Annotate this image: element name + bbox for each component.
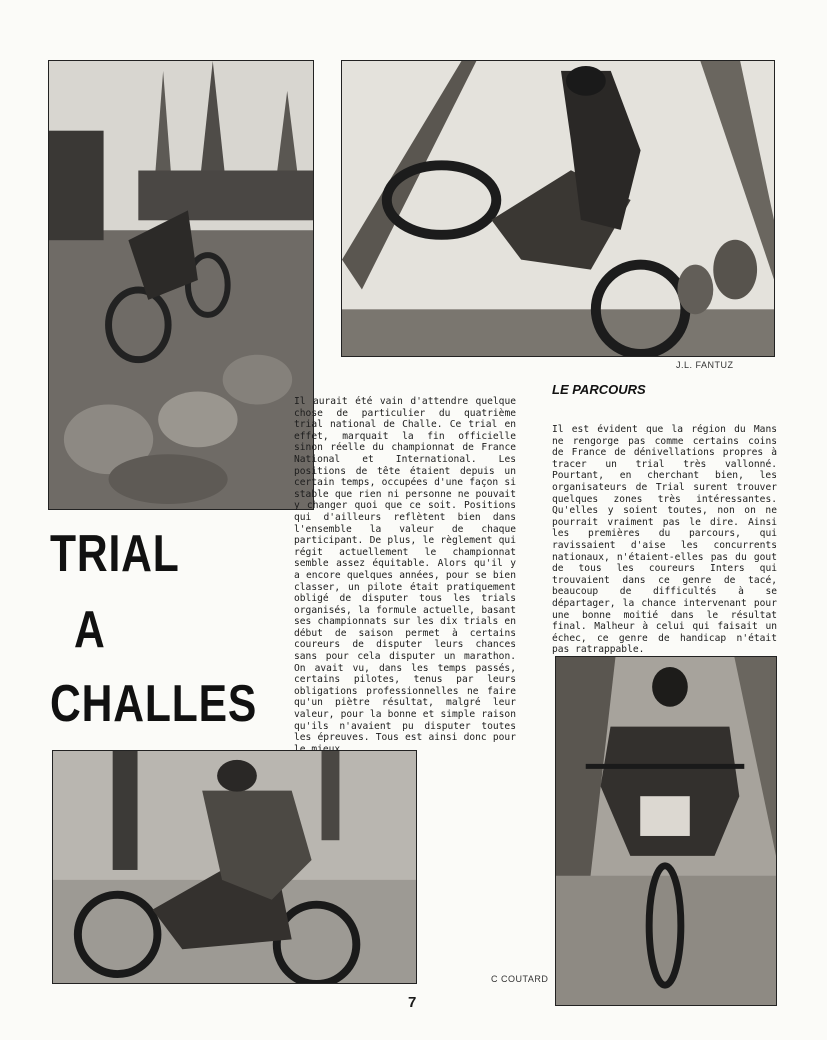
headline-line-3: CHALLES: [50, 675, 258, 733]
page-number: 7: [408, 994, 417, 1011]
section-text: Il est évident que la région du Mans ne rengorge pas comme certains coins de France de dénivellations propres à tracer un trial très vallonné. Pourtant, en cherchant bien, les organisateurs de Trial surent trouver quelques zones très intéressantes. Qu'elles y soient toutes, non on ne pourrait vraiment pas le dire. Ainsi les premières du parcours, qui ravissaient d'aise les concurrents nationaux, n'étaient-elles pas du gout de tous les coureurs Inters qui trouvaient dans ce genre de tacé, beaucoup de difficultés à se départager, la chance intervenant pour une bonne moitié dans le résultat final. Malheur à celui qui faisait un échec, ce genre de handicap n'était pas ratrappable.: [552, 424, 777, 656]
photo-rider-jumping: [341, 60, 775, 357]
section-title: LE PARCOURS: [552, 382, 646, 397]
photo-credit-top: J.L. FANTUZ: [676, 360, 734, 370]
photo-credit-bottom: C COUTARD: [491, 974, 549, 984]
photo-rider-forest-front: [555, 656, 777, 1006]
photo-rider-descending-rocks: [48, 60, 314, 510]
headline-line-1: TRIAL: [50, 525, 180, 583]
article-intro-text: Il aurait été vain d'attendre quelque chose de particulier du quatrième trial national de Challe. Ce trial en effet, marquait la fin officielle sinon réelle du championnat de France National et International. Les positions de tête étaient depuis un certain temps, occupées d'une façon si stable que rien ni personne ne pouvait y changer quoi que ce soit. Positions qui d'ailleurs reflètent bien dans l'ensemble la valeur de chaque participant. De plus, le règlement qui régit actuellement le championnat semble assez équitable. Alors qu'il y a encore quelques années, pour se bien classer, un pilote était pratiquement obligé de disputer tous les trials organisés, la formule actuelle, basant ses championnats sur les dix trials en début de saison permet à certains coureurs de disputer leurs chances sans pour cela disputer un marathon. On avait vu, dans les temps passés, certains pilotes, tenus par leurs obligations professionnelles ne faire qu'un piètre résultat, malgré leur valeur, pour la bonne et simple raison qu'ils n'avaient pu disputer toutes les épreuves. Tous est ainsi donc pour: [294, 396, 516, 744]
photo-rider-forest-side: [52, 750, 417, 984]
headline-line-2: A: [74, 601, 106, 659]
